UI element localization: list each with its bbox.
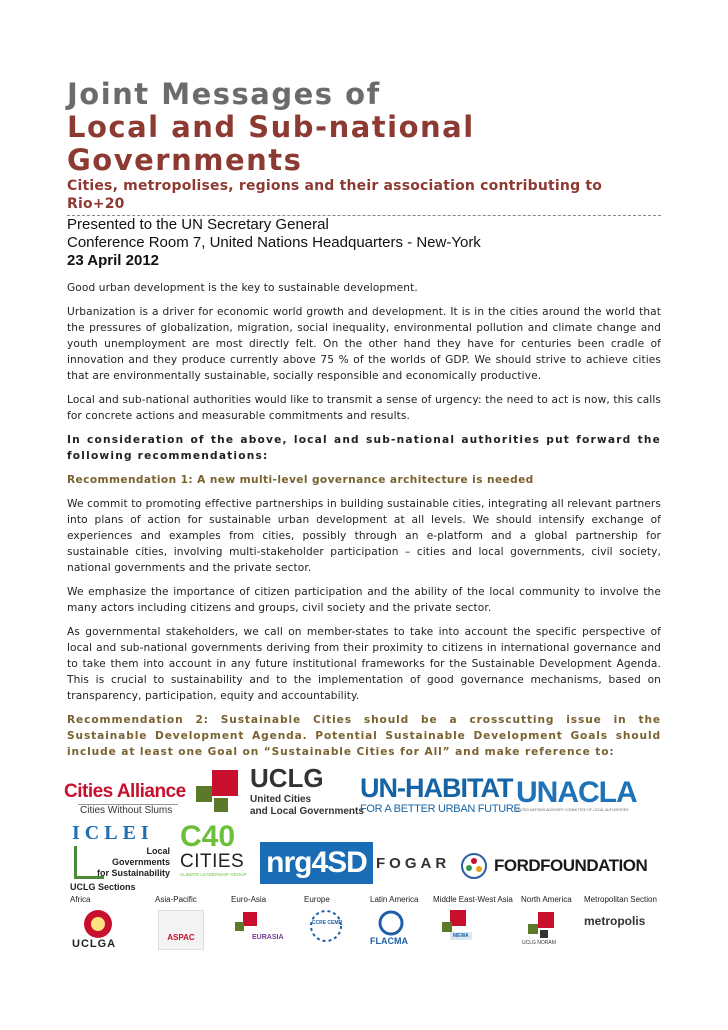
uclg-acronym: UCLG — [250, 763, 324, 793]
recommendation-1-heading: Recommendation 1: A new multi-level governance architecture is needed — [67, 474, 534, 486]
cities-alliance-logo — [64, 781, 194, 821]
unhabitat-name: UN-HABITAT — [360, 773, 513, 803]
paragraph-5: We commit to promoting effective partnerships in building sustainable cities, integrating all relevant partners into plans of action for sustainable urban development at all levels. We should intensify exchange of experiences and examples from cities, possibly through an e-platform and a global partnership for sustainable cities, involving multi-stakeholder participation – cities and local governments, civil society, national governments and the private sector. — [67, 498, 661, 574]
paragraph-1: Good urban development is the key to sustainable development. — [67, 282, 418, 294]
unacla-tagline: UNITED NATIONS ADVISORY COMMITTEE OF LOCAL AUTHORITIES — [516, 808, 629, 812]
date: 23 April 2012 — [67, 252, 159, 269]
uclg-sections — [66, 882, 666, 962]
cities-alliance-tagline: Cities Without Slums — [80, 805, 173, 816]
unhabitat-tagline: FOR A BETTER URBAN FUTURE — [360, 803, 521, 815]
paragraph-7: As governmental stakeholders, we call on member-states to take into account the specific perspective of local and sub-national governments deriving from their proximity to citizens in international governance and to take them into account in any future institutional frameworks for the Sustainable Development Agenda. This is crucial to sustainability and to the implementation of good governance mechanisms, based on transparency, participation, equity and accountability. — [67, 626, 661, 702]
section-latin-america-label: Latin America — [370, 895, 419, 904]
section-mewa-label: Middle East-West Asia — [433, 895, 513, 904]
eurasia-name: EURASIA — [252, 934, 284, 941]
ford-name: FORDFOUNDATION — [494, 856, 648, 875]
nrg4sd-name: nrg4SD — [266, 846, 367, 879]
uclg-line-2: and Local Governments — [250, 806, 364, 817]
uclg-line-1: United Cities — [250, 794, 312, 805]
uclg-logo — [194, 763, 364, 824]
ford-globe-icon — [460, 852, 488, 880]
recommendation-2-heading: Recommendation 2: Sustainable Cities should be a crosscutting issue in the Sustainable Development Agenda. Potential Sustainable Development Goals should include at least one Goal on “Sustainable Cities for All” and make reference to: — [67, 714, 661, 758]
uclga-emblem-icon — [78, 908, 118, 940]
sections-title: UCLG Sections — [70, 882, 136, 892]
paragraph-6: We emphasize the importance of citizen participation and the ability of the local community to involve the many actors including citizens and groups, civil society and the private sector. — [67, 586, 661, 614]
section-africa-label: Africa — [70, 895, 91, 904]
paragraph-4: In consideration of the above, local and sub-national authorities put forward the following recommendations: — [67, 434, 661, 462]
unacla-name: UNACLA — [516, 776, 637, 809]
paragraph-3: Local and sub-national authorities would like to transmit a sense of urgency: the need to act is now, this calls for concrete actions and measurable commitments and results. — [67, 394, 661, 422]
section-north-america-label: North America — [521, 895, 572, 904]
flacma-mark-icon — [374, 910, 408, 936]
presented-to: Presented to the UN Secretary General — [67, 216, 329, 233]
iclei-name: ICLEI — [72, 822, 154, 844]
fogar-name: FOGAR — [376, 855, 451, 872]
section-europe-label: Europe — [304, 895, 330, 904]
ford-foundation-logo — [460, 852, 650, 880]
aspac-name: ASPAC — [167, 933, 195, 942]
title-line-2: Local and Sub-national — [67, 110, 475, 144]
fogar-logo — [376, 852, 456, 876]
ccre-stars-icon — [306, 908, 346, 944]
section-asia-pacific-label: Asia-Pacific — [155, 895, 197, 904]
noram-mark-icon — [526, 910, 556, 940]
venue: Conference Room 7, United Nations Headquarters - New-York — [67, 234, 481, 251]
metropolis-name: metropolis — [584, 914, 646, 928]
iclei-line-1: Local — [146, 846, 170, 856]
ccre-name: CCRE CEMR — [311, 920, 343, 926]
title-line-3: Governments — [67, 143, 303, 177]
flacma-name: FLACMA — [370, 936, 408, 946]
noram-name: UCLG NORAM — [522, 940, 556, 946]
iclei-line-2: Governments — [111, 857, 170, 867]
aspac-box — [158, 910, 204, 950]
subtitle: Cities, metropolises, regions and their association contributing to Rio+20 — [67, 178, 603, 212]
mewa-name: MEWA — [450, 932, 472, 940]
iclei-logo — [66, 822, 178, 882]
iclei-line-3: for Sustainability — [96, 868, 170, 878]
iclei-bar — [74, 846, 77, 878]
eurasia-mark-icon — [234, 910, 260, 936]
unacla-logo — [516, 778, 651, 818]
nrg4sd-logo — [260, 842, 373, 884]
section-euro-asia-label: Euro-Asia — [231, 895, 267, 904]
title-line-1: Joint Messages of — [67, 77, 381, 111]
c40-logo — [180, 822, 260, 882]
document — [67, 78, 661, 760]
paragraph-2: Urbanization is a driver for economic world growth and development. It is in the cities around the world that the pressures of globalization, migration, social inequality, environmental pollution and climate change and youth unemployment are most directly felt. On the other hand they have for centuries been cradle of innovation and they produce currently above 75 % of the worlds of GDP. We should strive to achieve cities that are environmentally sustainable, socially responsible and economically productive. — [67, 306, 661, 382]
uclg-mark-icon — [194, 766, 250, 822]
uclga-name: UCLGA — [72, 938, 117, 950]
c40-tagline: CLIMATE LEADERSHIP GROUP — [180, 872, 247, 877]
section-metropolitan-label: Metropolitan Section — [584, 895, 657, 904]
c40-mark: C40 — [180, 820, 236, 853]
c40-cities: CITIES — [180, 851, 245, 872]
unhabitat-logo — [360, 773, 521, 823]
cities-alliance-name: Cities Alliance — [64, 781, 186, 802]
